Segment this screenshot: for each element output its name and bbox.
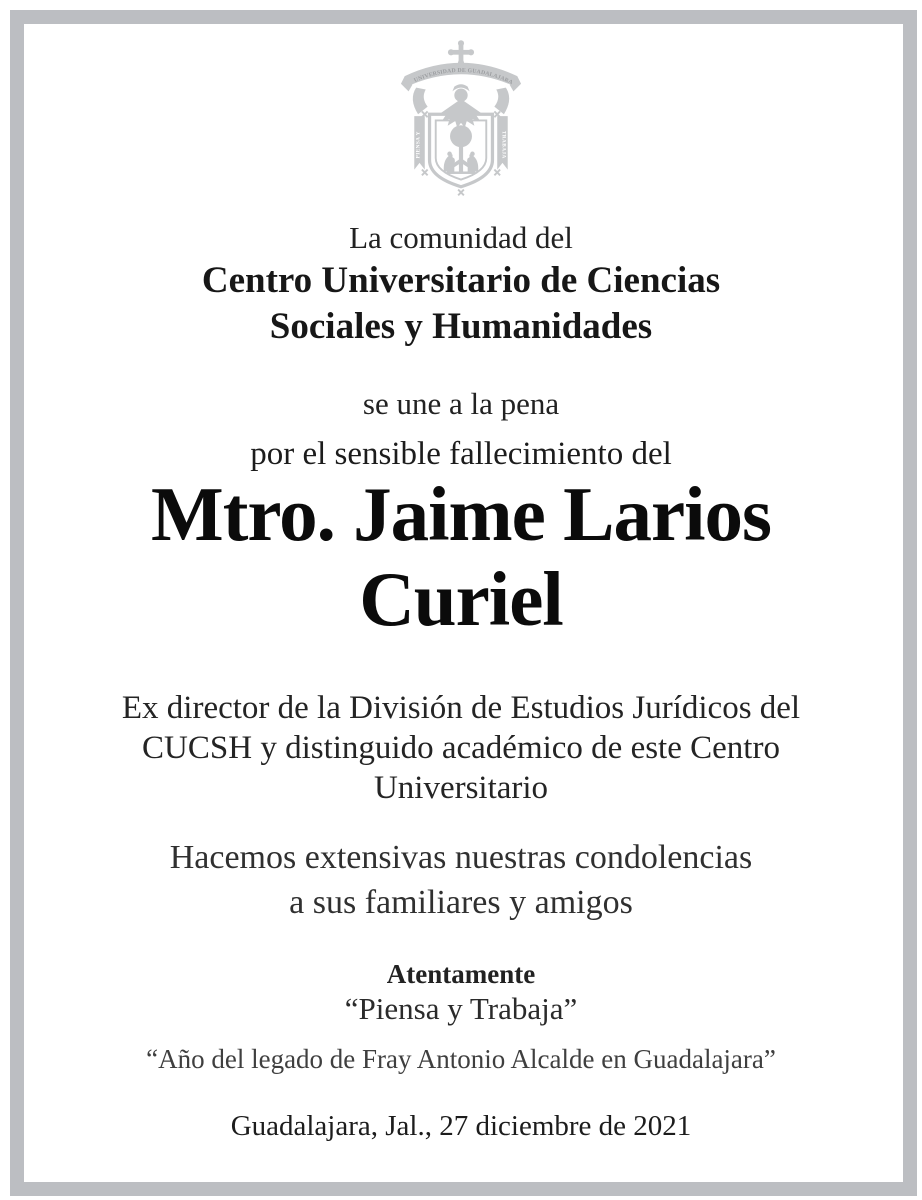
logo-banner-text: UNIVERSIDAD DE GUADALAJARA	[413, 67, 514, 87]
role-line-3: Universitario	[373, 770, 549, 806]
role-line-2: CUCSH y distinguido académico de este Centro	[142, 730, 780, 766]
institution-line-2: Sociales y Humanidades	[269, 306, 653, 347]
institution-name	[40, 258, 882, 350]
condolence-line-2: a sus familiares y amigos	[289, 884, 633, 921]
logo-container	[0, 38, 922, 207]
community-line: La comunidad del	[349, 220, 573, 255]
role-line-1: Ex director de la División de Estudios Jurídicos del	[121, 690, 801, 726]
institution-line-1: Centro Universitario de Ciencias	[201, 260, 721, 301]
condolence-message	[40, 835, 882, 925]
place-and-date-line: Guadalajara, Jal., 27 diciembre de 2021	[230, 1110, 692, 1142]
deceased-name-line-1: Mtro. Jaime Larios	[151, 471, 771, 557]
deceased-role-description	[40, 688, 882, 808]
condolence-line-1: Hacemos extensivas nuestras condolencias	[169, 839, 753, 876]
university-coat-of-arms-icon	[399, 38, 523, 202]
joins-in-grief-line: se une a la pena	[362, 386, 560, 421]
closing-salutation: Atentamente	[386, 959, 536, 989]
deceased-name-line-2: Curiel	[359, 556, 563, 642]
university-motto: “Piensa y Trabaja”	[344, 991, 578, 1026]
deceased-name	[40, 472, 882, 642]
logo-ribbon-left-text: PIENSA Y	[415, 131, 422, 159]
passing-announcement-line: por el sensible fallecimiento del	[250, 436, 672, 472]
year-dedication-line: “Año del legado de Fray Antonio Alcalde en Guadalajara”	[146, 1044, 776, 1074]
logo-ribbon-right-text: TRABAJA	[500, 130, 507, 159]
